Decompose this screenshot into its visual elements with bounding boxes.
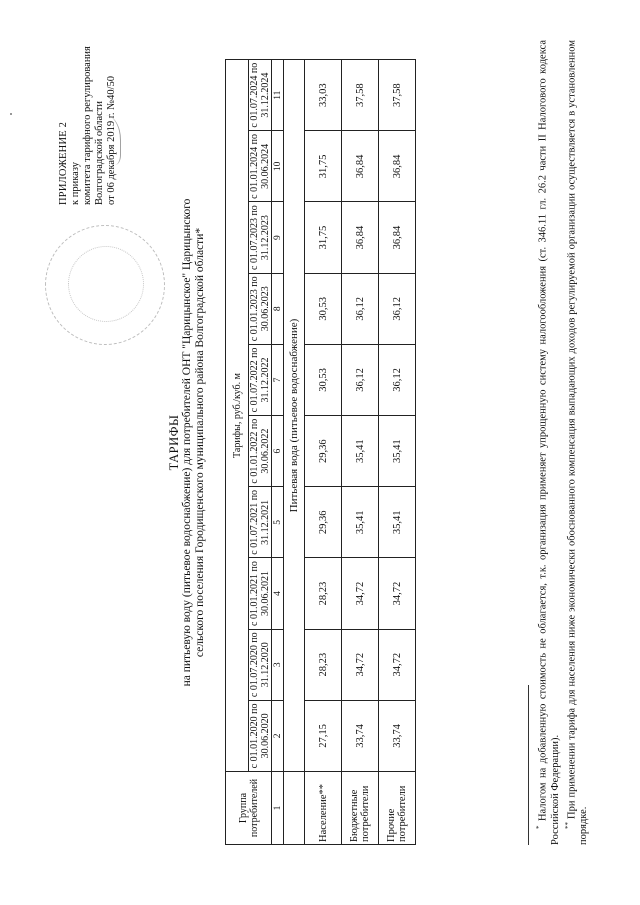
footnote-divider <box>528 685 529 845</box>
title-subline: сельского поселения Городищенского муниципального района Волгоградской области* <box>194 227 206 658</box>
footnote: ** При применении тарифа для населения ниже экономически обоснованного компенсация выпадающих доходов регулируемой организации осуществляется в установленном порядке. <box>563 40 589 845</box>
title-main: ТАРИФЫ <box>167 414 181 471</box>
column-number: 11 <box>272 60 284 131</box>
appendix-heading: ПРИЛОЖЕНИЕ 2 <box>58 121 69 205</box>
value-cell: 31,75 <box>305 202 342 273</box>
value-cell: 36,12 <box>379 273 416 344</box>
appendix-line: от 06 декабря 2019 г. №40/50 <box>106 75 117 205</box>
value-cell: 28,23 <box>305 629 342 700</box>
value-cell: 36,84 <box>342 131 379 202</box>
official-stamp <box>45 225 165 345</box>
category-cell: Прочие потребители <box>379 772 416 845</box>
value-cell: 36,84 <box>342 202 379 273</box>
column-number: 1 <box>272 772 284 845</box>
value-cell: 29,36 <box>305 416 342 487</box>
category-cell: Население** <box>305 772 342 845</box>
value-cell: 34,72 <box>379 629 416 700</box>
column-numbers-row <box>272 60 284 845</box>
footnote-text: При применении тарифа для населения ниже экономически обоснованного компенсация выпадающих доходов регулируемой организации осуществляется в установленном порядке. <box>566 40 589 845</box>
group-header: Группа потребителей <box>226 772 272 845</box>
scan-speck <box>10 113 12 115</box>
table-row <box>305 60 342 845</box>
value-cell: 27,15 <box>305 700 342 771</box>
footnotes <box>528 40 590 845</box>
value-cell: 35,41 <box>379 416 416 487</box>
column-number: 4 <box>272 558 284 629</box>
column-number: 5 <box>272 487 284 558</box>
value-cell: 33,74 <box>379 700 416 771</box>
period-header: с 01.01.2022 по 30.06.2022 <box>249 416 272 487</box>
column-number: 2 <box>272 700 284 771</box>
period-header: с 01.07.2023 по 31.12.2023 <box>249 202 272 273</box>
value-cell: 36,12 <box>342 273 379 344</box>
tariffs-table <box>225 59 416 845</box>
column-number: 7 <box>272 344 284 415</box>
period-header: с 01.01.2023 по 30.06.2023 <box>249 273 272 344</box>
value-cell: 35,41 <box>342 416 379 487</box>
value-cell: 30,53 <box>305 273 342 344</box>
footnote: * Налогом на добавленную стоимость не облагается, т.к. организация применяет упрощенную систему налогообложения (ст. 346.11 гл. 26.2 части II Налогового кодекса Российской Федерации). <box>535 40 561 845</box>
appendix-line: Волгоградской области <box>94 100 105 205</box>
appendix-line: комитета тарифного регулирования <box>82 46 93 205</box>
value-cell: 31,75 <box>305 131 342 202</box>
column-number: 10 <box>272 131 284 202</box>
appendix-line: к приказу <box>70 162 81 205</box>
value-cell: 33,74 <box>342 700 379 771</box>
tariffs-header: Тарифы, руб./куб. м <box>226 60 249 772</box>
table-row <box>342 60 379 845</box>
value-cell: 34,72 <box>342 629 379 700</box>
value-cell: 29,36 <box>305 487 342 558</box>
section-row <box>284 60 305 845</box>
column-number: 6 <box>272 416 284 487</box>
value-cell: 30,53 <box>305 344 342 415</box>
periods-row <box>249 60 272 845</box>
value-cell: 28,23 <box>305 558 342 629</box>
value-cell: 36,84 <box>379 202 416 273</box>
appendix-block <box>58 46 118 205</box>
column-number: 9 <box>272 202 284 273</box>
period-header: с 01.07.2022 по 31.12.2022 <box>249 344 272 415</box>
value-cell: 36,84 <box>379 131 416 202</box>
category-cell: Бюджетные потребители <box>342 772 379 845</box>
value-cell: 36,12 <box>379 344 416 415</box>
period-header: с 01.01.2024 по 30.06.2024 <box>249 131 272 202</box>
column-number: 8 <box>272 273 284 344</box>
period-header: с 01.07.2024 по 31.12.2024 <box>249 60 272 131</box>
value-cell: 33,03 <box>305 60 342 131</box>
period-header: с 01.01.2020 по 30.06.2020 <box>249 700 272 771</box>
value-cell: 34,72 <box>379 558 416 629</box>
value-cell: 35,41 <box>342 487 379 558</box>
document-title <box>168 40 207 845</box>
period-header: с 01.07.2021 по 31.12.2021 <box>249 487 272 558</box>
table-row <box>379 60 416 845</box>
value-cell: 34,72 <box>342 558 379 629</box>
value-cell: 36,12 <box>342 344 379 415</box>
footnote-text: Налогом на добавленную стоимость не облагается, т.к. организация применяет упрощенную систему налогообложения (ст. 346.11 гл. 26.2 части II Налогового кодекса Российской Федерации). <box>537 40 561 845</box>
section-label: Питьевая вода (питьевое водоснабжение) <box>284 60 305 772</box>
value-cell: 37,58 <box>379 60 416 131</box>
period-header: с 01.01.2021 по 30.06.2021 <box>249 558 272 629</box>
value-cell: 35,41 <box>379 487 416 558</box>
title-subline: на питьевую воду (питьевое водоснабжение) для потребителей ОНТ "Царицынское" Царицынского <box>181 198 193 687</box>
period-header: с 01.07.2020 по 31.12.2020 <box>249 629 272 700</box>
column-number: 3 <box>272 629 284 700</box>
value-cell: 37,58 <box>342 60 379 131</box>
